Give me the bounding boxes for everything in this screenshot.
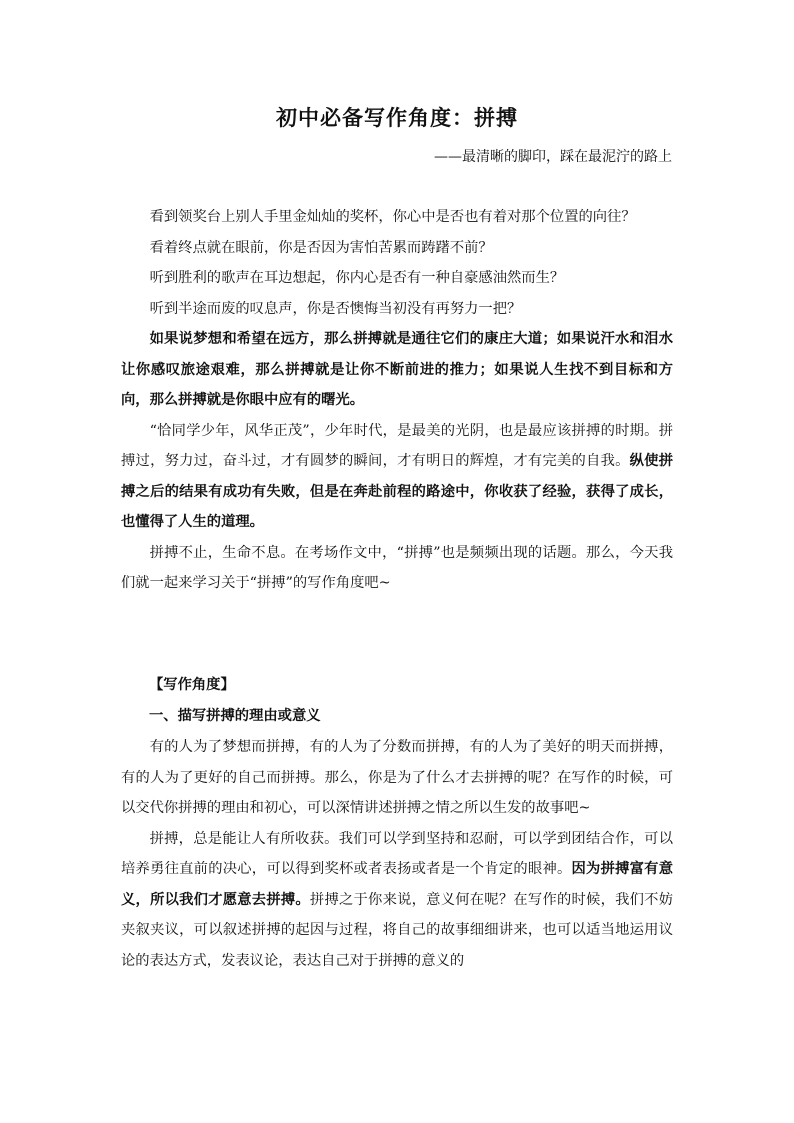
youth-paragraph-text: “恰同学少年，风华正茂”，少年时代，是最美的光阴，也是最应该拼搏的时期。拼搏过，努力过，奋斗过，才有圆梦的瞬间，才有明日的辉煌，才有完美的自我。 — [121, 422, 673, 469]
meaning-paragraph-text-a: 拼搏，总是能让人有所收获。我们可以学到坚持和忍耐，可以学到团结合作，可以培养勇往直前的决心，可以得到奖杯或者表扬或者是一个肯定的眼神。 — [121, 830, 673, 877]
section-heading: 【写作角度】 — [149, 677, 235, 693]
intro-question-2: 看着终点就在眼前，你是否因为害怕苦累而踌躇不前？ — [149, 239, 493, 256]
intro-block — [121, 202, 673, 599]
intro-question-1: 看到领奖台上别人手里金灿灿的奖杯，你心中是否也有着对那个位置的向往？ — [149, 209, 636, 225]
section-body — [121, 732, 673, 976]
reason-paragraph: 有的人为了梦想而拼搏，有的人为了分数而拼搏，有的人为了美好的明天而拼搏，有的人为了更好的自己而拼搏。那么，你是为了什么才去拼搏的呢？在写作的时候，可以交代你拼搏的理由和初心，可以深情讲述拼搏之情之所以生发的故事吧~ — [121, 739, 673, 816]
subsection-heading-1: 一、描写拼搏的理由或意义 — [149, 708, 321, 724]
meaning-paragraph-text-b: 拼搏之于你来说，意义何在呢？在写作的时候，我们不妨夹叙夹议，可以叙述拼搏的起因与过程，将自己的故事细细讲来，也可以适当地运用议论的表达方式，发表议论，表达自己对于拼搏的意义的 — [121, 891, 673, 969]
page-subtitle: ——最清晰的脚印，踩在最泥泞的路上 — [434, 149, 672, 165]
meaning-paragraph-bold-text: 因为拼搏富有意义，所以我们才愿意去拼搏。 — [121, 861, 674, 908]
youth-paragraph — [121, 416, 673, 538]
meaning-paragraph — [121, 824, 673, 977]
closing-paragraph: 拼搏不止，生命不息。在考场作文中，“拼搏”也是频频出现的话题。那么，今天我们就一起来学习关于“拼搏”的写作角度吧~ — [121, 544, 673, 591]
intro-question-4: 听到半途而废的叹息声，你是否懊悔当初没有再努力一把？ — [149, 300, 522, 317]
intro-bold-paragraph: 如果说梦想和希望在远方，那么拼搏就是通往它们的康庄大道；如果说汗水和泪水让你感叹旅途艰难，那么拼搏就是让你不断前进的推力；如果说人生找不到目标和方向，那么拼搏就是你眼中应有的曙光。 — [121, 331, 673, 408]
youth-paragraph-bold-text: 纵使拼搏之后的结果有成功有失败，但是在奔赴前程的路途中，你收获了经验，获得了成长，也懂得了人生的道理。 — [121, 453, 674, 530]
page-title: 初中必备写作角度：拼搏 — [276, 105, 518, 130]
intro-question-3: 听到胜利的歌声在耳边想起，你内心是否有一种自豪感油然而生？ — [149, 270, 565, 286]
